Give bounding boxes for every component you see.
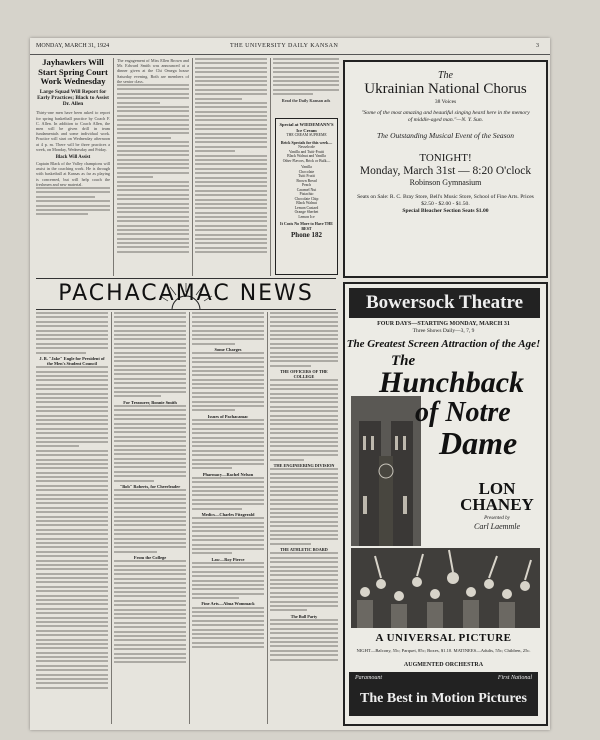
theatre-orchestra: AUGMENTED ORCHESTRA (403, 662, 484, 668)
pachacamac-column-3 (192, 312, 264, 724)
crowd-drawing (351, 548, 540, 628)
jayhawkers-article (36, 58, 110, 276)
column-3-heading-f: Fine Arts—Alma Wommack (201, 601, 255, 607)
universal-picture: A UNIVERSAL PICTURE (375, 632, 512, 644)
masthead-title: PACHACAMAC NEWS (58, 281, 314, 306)
cathedral-drawing (351, 396, 421, 546)
ukrainian-chorus-ad (343, 60, 548, 278)
chorus-quote: "Some of the most amazing and beautiful singing heard here in the memory of middle-aged man."—N. Y. Sun. (361, 110, 530, 123)
film-title-line-3: Dame (439, 425, 518, 461)
wiedemann-flavors: Nesselrode Vanilla and Tutti-Frutti Black Walnut and Vanilla Other Flavors, Brick or Bulk— (282, 145, 331, 163)
jayhawkers-filler-lines (36, 187, 110, 215)
jayhawkers-lead: Thirty-one men have been asked to report for spring basketball practice by Coach F. C. Allen. In addition to Coach Allen, the men will be given drill in team fundamentals and some individual work. Practice will start on Wednesday afternoon at 4 p. m. There will be three practices a week, on Monday, Wednesday and Friday. (36, 110, 110, 152)
pachacamac-column-4 (270, 312, 338, 724)
jayhawkers-sub-black: Black Will Assist (55, 155, 91, 161)
pachacamac-column-1 (36, 312, 108, 724)
chorus-voices: 38 Voices (434, 99, 457, 105)
theatre-prices: NIGHT—Balcony, 55c; Parquet, 85c; Boxes, $1.10. MATINEES—Adults, 55c; Children, 25c. (356, 648, 531, 653)
header-title: THE UNIVERSITY DAILY KANSAN (230, 43, 339, 49)
column-3-heading: Some Charges (214, 347, 242, 353)
best-pictures-banner (349, 672, 538, 716)
column-2-heading-b: "Bob" Roberts, for Cheerleader (119, 484, 181, 490)
film-the: The (391, 353, 416, 369)
newspaper-page (30, 38, 550, 730)
wiedemann-list: Vanilla Chocolate Tutti Frutti Brown Bread Peach Caramel Nut Pistachio Chocolate Chip Black Walnut Lemon Custard Orange Sherbet Lemon Ice (294, 165, 319, 219)
jayhawkers-headline: Jayhawkers Will Start Spring Court Work Wednesday (38, 58, 108, 87)
first-national-label: First National (497, 675, 532, 681)
top-column-2 (117, 58, 189, 276)
director-name: Carl Laemmle (474, 522, 520, 531)
column-1-heading: J. B. "Jake" Engle for President of the Men's Student Council (39, 355, 105, 367)
cathedral-illustration (351, 396, 421, 546)
wiedemann-subtitle: THE CREAM SUPREME (286, 133, 327, 137)
header-page-number: 3 (536, 43, 539, 49)
chorus-seats: Seats on Sale: R. C. Bray Store, Bell's Music Store, School of Fine Arts. Prices $2.50 - $2.00 - $1.50. (357, 194, 534, 208)
column-4-heading-c: THE ATHLETIC BOARD (280, 547, 328, 553)
crowd-illustration (351, 548, 540, 628)
page-header (30, 38, 550, 55)
star-last-name: CHANEY (460, 495, 534, 514)
wiedemann-ad (275, 118, 338, 275)
theatre-days: FOUR DAYS—STARTING MONDAY, MARCH 31 (377, 321, 510, 327)
chorus-time: Monday, March 31st — 8:20 O'clock (359, 165, 532, 178)
bowersock-theatre-ad (343, 282, 548, 726)
column-4-heading-b: THE ENGINEERING DIVISION (273, 462, 335, 468)
film-title-line-1: Hunchback (379, 366, 525, 399)
wiedemann-title: Special at WIEDEMANN'S Ice Cream (279, 122, 334, 133)
wiedemann-phone: Phone 182 (291, 231, 322, 240)
chorus-venue: Robinson Gymnasium (409, 178, 482, 188)
column-4-heading-d: The Bull Party (290, 613, 318, 619)
chorus-subtitle: The Outstanding Musical Event of the Season (376, 131, 515, 141)
column-2-heading: For Treasurer, Bonnie Smith (123, 399, 177, 405)
pachacamac-masthead (36, 278, 336, 310)
read-ads-line: Read the Daily Kansan ads (281, 97, 331, 103)
theatre-name: Bowersock Theatre (349, 288, 540, 318)
chorus-tonight: TONIGHT! (419, 152, 472, 165)
chorus-special: Special Bleacher Section Seats $1.00 (402, 208, 489, 215)
engagement-text: The engagement of Miss Ellen Brown and Mr. Edward Smith was announced at a dinner given at the Chi Omega house Saturday evening. Both are members of the senior class. (117, 58, 189, 84)
wiedemann-closing: It Costs No More to Have THE BEST (280, 221, 333, 232)
top-column-3 (195, 58, 267, 276)
wiedemann-intro: Brick Specials for this week— (280, 140, 333, 145)
best-in-motion-pictures: The Best in Motion Pictures (360, 691, 527, 706)
presented-by: Presented by (484, 516, 510, 521)
paramount-label: Paramount (355, 675, 382, 681)
star-first-name: LON (478, 479, 516, 498)
header-date: MONDAY, MARCH 31, 1924 (36, 43, 110, 49)
jayhawkers-subhead: Large Squad Will Report for Early Practices; Black to Assist Dr. Allen (37, 88, 109, 108)
pachacamac-column-2 (114, 312, 186, 724)
column-4-heading: THE OFFICERS OF THE COLLEGE (280, 369, 328, 380)
chorus-title: Ukrainian National Chorus (364, 81, 527, 97)
column-3-heading-b: Issues of Pachacamac (207, 413, 249, 419)
column-2-filler-lines (117, 84, 189, 253)
column-3-heading-c: Pharmacy—Rachel Nelson (202, 471, 254, 477)
jayhawkers-body-black: Captain Black of the Valley champions will assist in the coaching work. He is through with basketball at Kansas as far as playing is concerned, but will help coach the freshmen and new material. (36, 161, 110, 187)
column-3-heading-e: Law—Roy Pierce (211, 556, 245, 562)
theatre-shows: Three Shows Daily—3, 7, 9 (412, 328, 475, 334)
column-3-heading-d: Medics—Charles Fitzgerald (201, 512, 255, 518)
column-2-heading-c: From the College (133, 555, 167, 561)
chorus-the: The (438, 70, 453, 81)
theatre-tagline: The Greatest Screen Attraction of the Age! (346, 338, 541, 350)
film-title-line-2: of Notre (415, 397, 511, 428)
